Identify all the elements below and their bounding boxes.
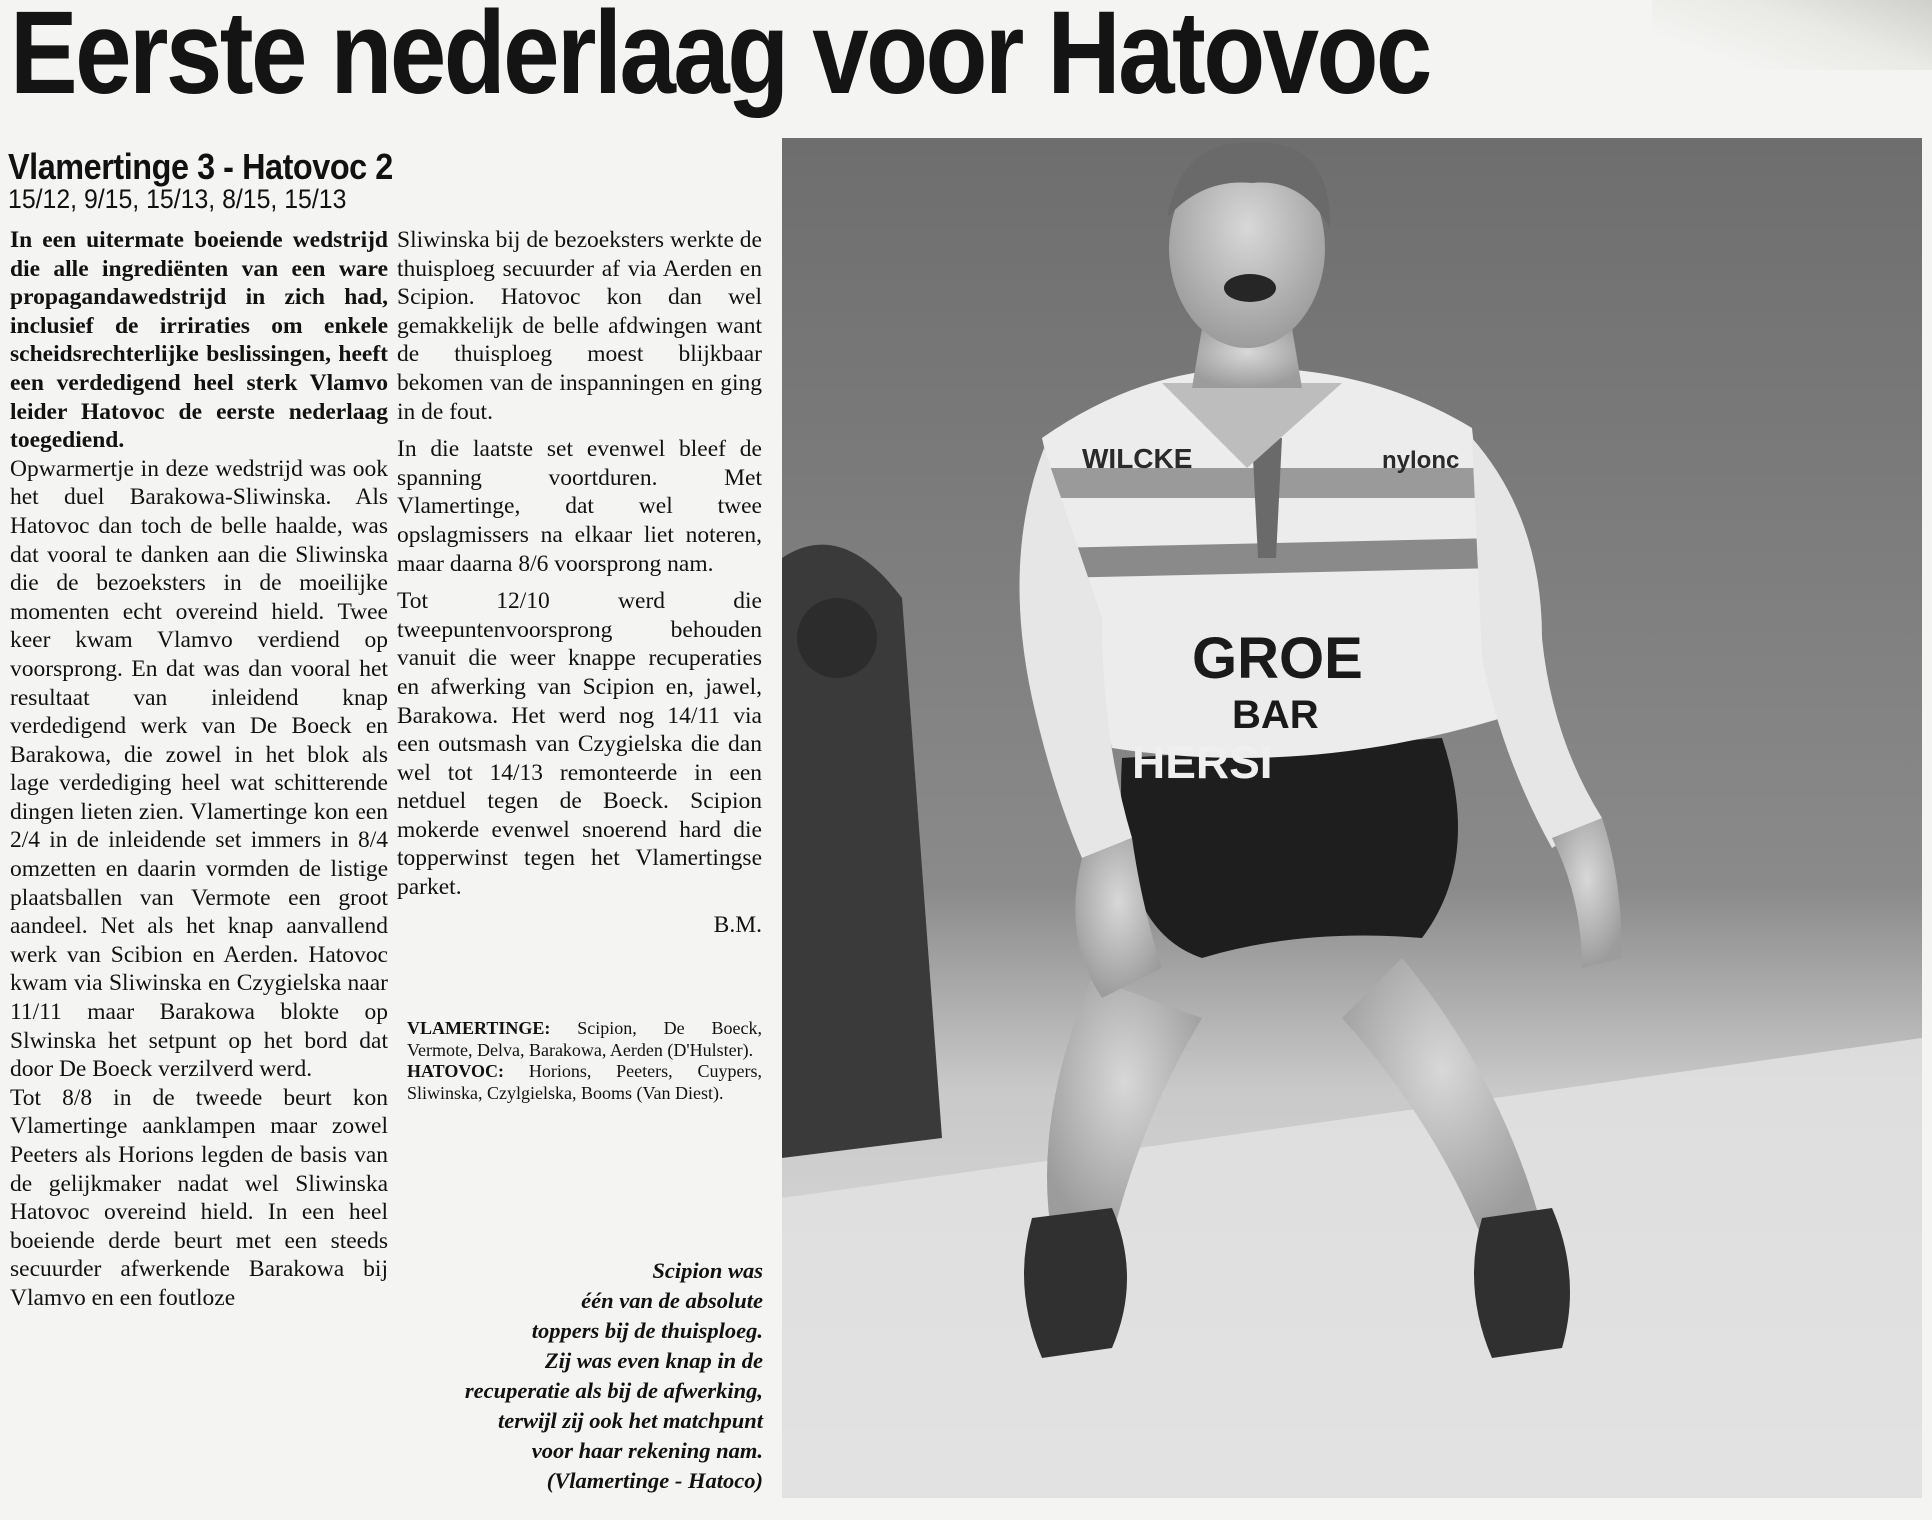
caption-line: terwijl zij ook het matchpunt <box>497 1408 763 1433</box>
jersey-text-nylonc: nylonc <box>1382 447 1460 474</box>
match-title: Vlamertinge 3 - Hatovoc 2 <box>8 146 393 187</box>
article-paragraph: Sliwinska bij de bezoeksters werkte de thuisploeg secuurder af via Aerden en Scipion. Hatovoc kon dan wel gemakkelijk de belle afdwingen want de thuisploeg moest blijkbaar bekomen van de inspanningen en ging in de fout. <box>397 227 762 425</box>
home-players: Scipion, De Boeck, Vermote, Delva, Barakowa, Aerden (D'Hulster). <box>407 1018 762 1060</box>
article-paragraph: In die laatste set evenwel bleef de spanning voortduren. Met Vlamertinge, dat wel twee opslagmissers na elkaar liet noteren, maar daarna 8/6 voorsprong nam. <box>397 436 762 577</box>
caption-line: recuperatie als bij de afwerking, <box>464 1378 763 1403</box>
caption-line: Scipion was <box>652 1258 763 1283</box>
knee-pad-left <box>1024 1208 1127 1358</box>
caption-line: voor haar rekening nam. <box>531 1438 763 1463</box>
article-column-2 <box>397 226 762 939</box>
knee-pad-right <box>1474 1208 1570 1358</box>
caption-line: Zij was even knap in de <box>544 1348 763 1373</box>
jersey-text-wilcke: WILCKE <box>1082 443 1193 474</box>
article-column-1 <box>10 226 388 1488</box>
caption-line: één van de absolute <box>581 1288 763 1313</box>
home-lineup <box>407 1018 762 1061</box>
background-figure <box>797 598 877 678</box>
away-lineup <box>407 1061 762 1104</box>
scan-page-curl <box>1652 0 1932 70</box>
jersey-text-bar: BAR <box>1232 693 1319 737</box>
away-team-name: HATOVOC: <box>407 1061 504 1081</box>
article-paragraph: Tot 12/10 werd die tweepuntenvoorsprong behouden vanuit die weer knappe recuperaties en afwerking van Scipion en, jawel, Barakowa. Het werd nog 14/11 via een outsmash van Czygielska die dan wel tot 14/13 remonteerde in een netduel tegen de Boeck. Scipion mokerde evenwel snoerend hard die topperwinst tegen het Vlamertingse parket. <box>397 588 762 901</box>
headline: Eerste nederlaag voor Hatovoc <box>10 0 1430 119</box>
photo-illustration <box>782 138 1922 1498</box>
caption-line: toppers bij de thuisploeg. <box>531 1318 763 1343</box>
caption-line: (Vlamertinge - Hatoco) <box>546 1468 763 1493</box>
author-initials: B.M. <box>713 911 762 938</box>
article-paragraph: Tot 8/8 in de tweede beurt kon Vlamertinge aanklampen maar zowel Peeters als Horions legden de basis van de gelijkmaker nadat wel Sliwinska Hatovoc overeind hield. In een heel boeiende derde beurt met een steeds secuurder afwerkende Barakowa bij Vlamvo en een foutloze <box>10 1084 388 1311</box>
team-lineups <box>407 1018 762 1104</box>
volleyball-player-photo <box>782 138 1922 1498</box>
article-paragraph: Opwarmertje in deze wedstrijd was ook het duel Barakowa-Sliwinska. Als Hatovoc dan toch de belle haalde, was dat vooral te danken aan die Sliwinska die de bezoeksters in de moeilijke momenten echt overeind hield. Twee keer kwam Vlamvo verdiend op voorsprong. En dat was dan vooral het resultaat van inleidend knap verdedigend werk van De Boeck en Barakowa, die zowel in het blok als lage verdediging heel wat schitterende dingen lieten zien. Vlamertinge kon een 2/4 in de inleidende set immers in 8/4 omzetten en daarin vormden de listige plaatsballen van Vermote een groot aandeel. Net als het knap aanvallend werk van Scibion en Aerden. Hatovoc kwam via Sliwinska en Czygielska naar 11/11 maar Barakowa blokte op Slwinska het setpunt op het bord dat door De Boeck verzilverd werd. <box>10 455 388 1083</box>
home-team-name: VLAMERTINGE: <box>407 1018 551 1038</box>
shorts-text-hersi: HERSI <box>1132 736 1273 788</box>
player-mouth <box>1224 274 1276 302</box>
set-scores: 15/12, 9/15, 15/13, 8/15, 15/13 <box>8 184 347 214</box>
article-lead: In een uitermate boeiende wedstrijd die alle ingrediënten van een ware propagandawedstrijd in zich had, inclusief de irriraties om enkele scheidsrechterlijke beslissingen, heeft een verdedigend heel sterk Vlamvo leider Hatovoc de eerste nederlaag toegediend. <box>10 227 388 454</box>
away-players: Horions, Peeters, Cuypers, Sliwinska, Czylgielska, Booms (Van Diest). <box>407 1061 762 1103</box>
jersey-text-groe: GROE <box>1192 626 1363 691</box>
photo-caption <box>395 1256 763 1496</box>
